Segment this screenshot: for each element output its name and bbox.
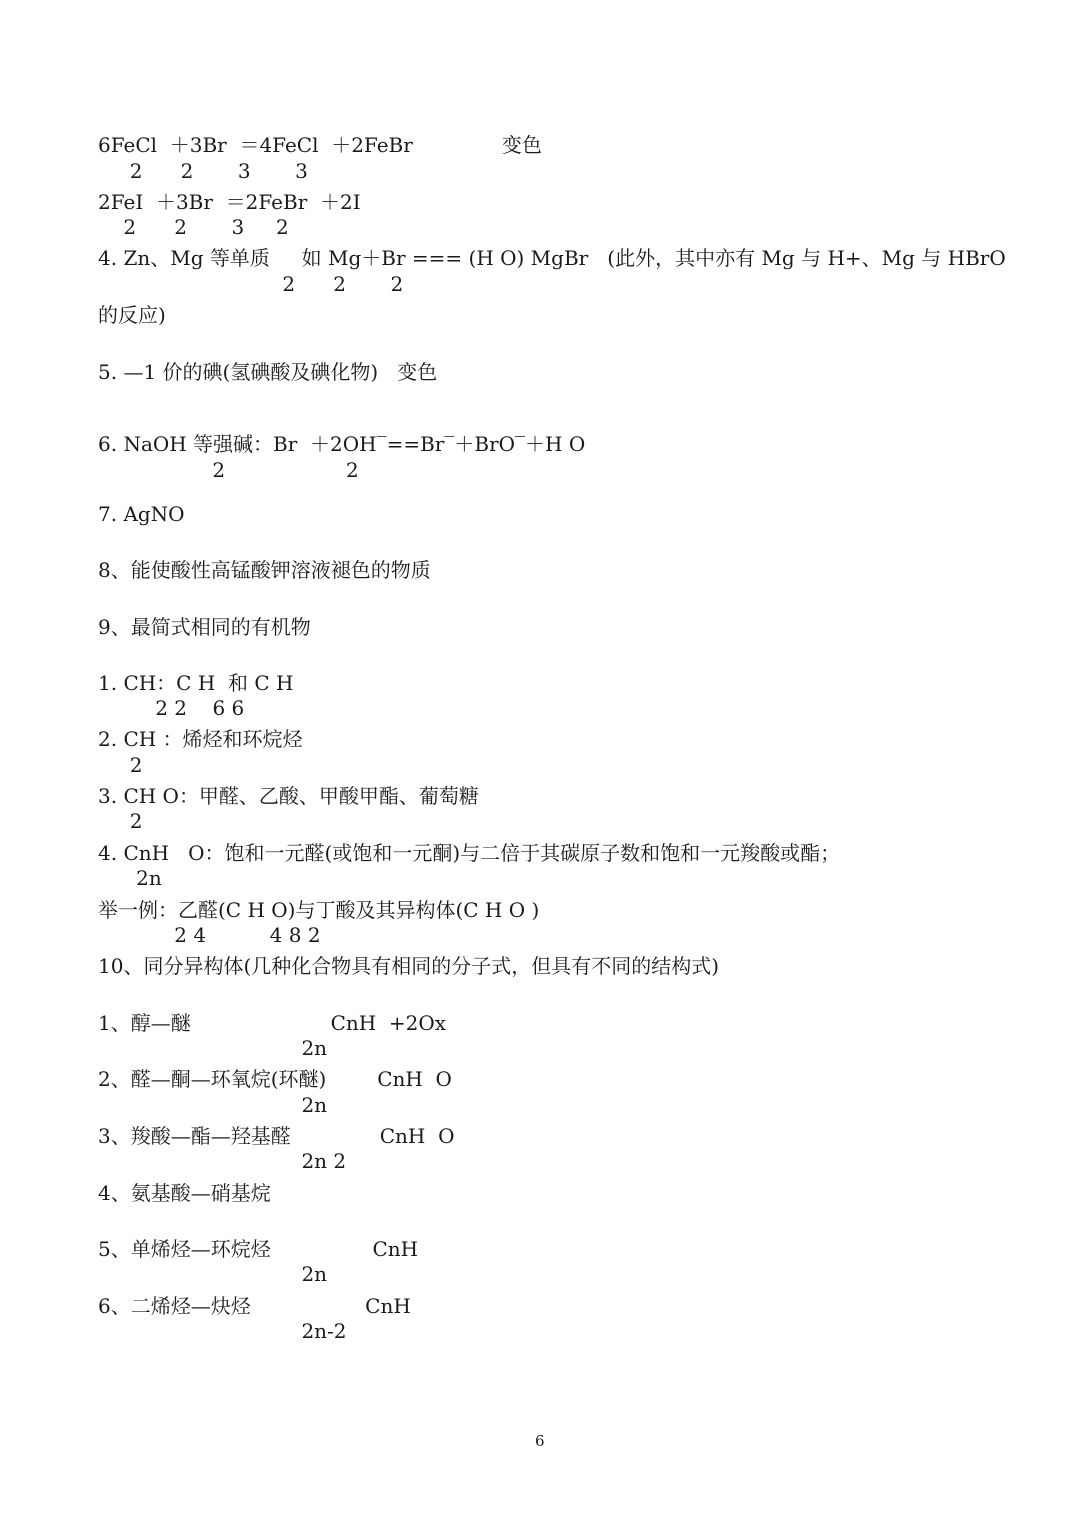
subscript-line: 2 2 (98, 458, 359, 482)
text-line: 2、醛—酮—环氧烷(环醚) CnH O (98, 1067, 452, 1091)
subscript-line: 2 2 6 6 (98, 696, 245, 720)
text-line: 的反应) (98, 303, 166, 327)
text-line: 5. —1 价的碘(氢碘酸及碘化物) 变色 (98, 360, 438, 384)
subscript-line: 2n (98, 1093, 328, 1117)
subscript-line: 2n-2 (98, 1319, 347, 1343)
page-number: 6 (535, 1432, 545, 1450)
section-heading: 8、能使酸性高锰酸钾溶液褪色的物质 (98, 558, 431, 582)
subscript-line: 2n (98, 866, 162, 890)
text-line: 2. CH ：烯烃和环烷烃 (98, 727, 303, 751)
text-line: 6FeCl ＋3Br ＝4FeCl ＋2FeBr 变色 (98, 133, 542, 157)
section-heading: 9、最简式相同的有机物 (98, 615, 311, 639)
text-line: 6. NaOH 等强碱：Br ＋2OH‾==Br‾＋BrO‾＋H O (98, 432, 586, 456)
subscript-line: 2 2 3 3 (98, 159, 308, 183)
section-heading: 10、同分异构体(几种化合物具有相同的分子式，但具有不同的结构式) (98, 954, 720, 978)
subscript-line: 2 2 2 (98, 272, 404, 296)
text-line: 7. AgNO (98, 502, 185, 526)
subscript-line: 2n (98, 1262, 328, 1286)
text-line: 6、二烯烃—炔烃 CnH (98, 1294, 411, 1318)
text-line: 3、羧酸—酯—羟基醛 CnH O (98, 1124, 455, 1148)
subscript-line: 2n (98, 1036, 328, 1060)
text-line: 4. Zn、Mg 等单质 如 Mg＋Br === (H O) MgBr (此外，其中亦有 Mg 与 H+、Mg 与 HBrO (98, 246, 1006, 270)
subscript-line: 2n 2 (98, 1149, 347, 1173)
text-line: 5、单烯烃—环烷烃 CnH (98, 1237, 419, 1261)
text-line: 1. CH：C H 和 C H (98, 671, 294, 695)
subscript-line: 2 4 4 8 2 (98, 923, 321, 947)
text-line: 举一例：乙醛(C H O)与丁酸及其异构体(C H O ) (98, 898, 540, 922)
text-line: 4. CnH O：饱和一元醛(或饱和一元酮)与二倍于其碳原子数和饱和一元羧酸或酯； (98, 841, 841, 865)
text-line: 4、氨基酸—硝基烷 (98, 1181, 271, 1205)
text-line: 1、醇—醚 CnH +2Ox (98, 1011, 447, 1035)
text-line: 2FeI ＋3Br ＝2FeBr ＋2I (98, 190, 361, 214)
subscript-line: 2 2 3 2 (98, 215, 289, 239)
text-line: 3. CH O：甲醛、乙酸、甲酸甲酯、葡萄糖 (98, 784, 479, 808)
subscript-line: 2 (98, 809, 143, 833)
subscript-line: 2 (98, 753, 143, 777)
